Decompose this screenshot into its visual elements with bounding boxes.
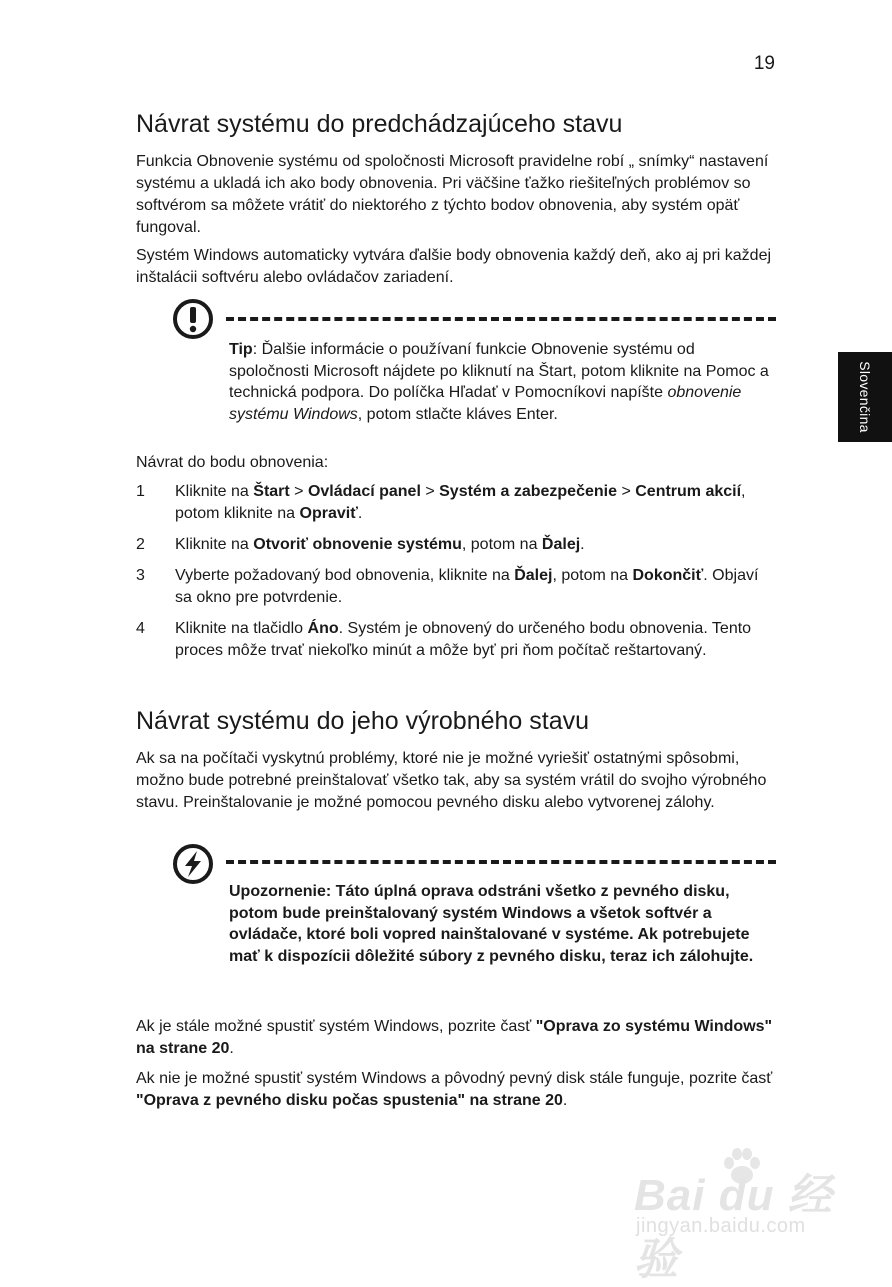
step-ui-term: Štart: [253, 483, 290, 500]
language-tab-label: Slovenčina: [857, 361, 873, 433]
step-ui-term: Systém a zabezpečenie: [439, 483, 617, 500]
list-item: [136, 481, 776, 525]
list-item: [136, 618, 776, 662]
step-text: , potom kliknite na: [175, 483, 746, 522]
step-ui-term: Ovládací panel: [307, 483, 421, 500]
tip-divider: [226, 317, 776, 321]
step-ui-term: Dokončiť: [632, 567, 704, 584]
step-text: >: [289, 483, 308, 500]
step-ui-term: Ďalej: [541, 536, 581, 553]
step-number: 1: [136, 483, 145, 500]
step-text: . Objaví sa okno pre potvrdenie.: [175, 567, 759, 606]
section-title-factory-state: Návrat systému do jeho výrobného stavu: [136, 707, 590, 735]
warning-note: Upozornenie: Táto úplná oprava odstráni všetko z pevného disku, potom bude preinštalovaný systém Windows a všetok softvér a ovládače, ktoré boli vopred nainštalované v systéme. Ak potrebujete mať k dispozícii dôležité súbory z pevného disku, teraz ich zálohujte.: [229, 883, 754, 965]
step-text: >: [617, 483, 636, 500]
important-note-icon: [172, 298, 214, 340]
paragraph-text: Ak nie je možné spustiť systém Windows a pôvodný pevný disk stále funguje, pozrite časť: [136, 1070, 773, 1087]
step-text: . Systém je obnovený do určeného bodu obnovenia. Tento proces môže trvať niekoľko minút a môže byť pri ňom počítač reštartovaný.: [175, 620, 752, 659]
paragraph-automatic-restore-points: Systém Windows automaticky vytvára ďalšie body obnovenia každý deň, ako aj pri každej inštalácii softvéru alebo ovládačov zariadení.: [136, 247, 772, 286]
step-text: Kliknite na tlačidlo: [175, 620, 308, 637]
list-item: [136, 565, 776, 609]
step-text: .: [580, 536, 585, 553]
step-number: 4: [136, 620, 145, 637]
paragraph-text: .: [562, 1092, 568, 1109]
tip-italic-term: obnovenie systému Windows: [229, 384, 742, 423]
paragraph-text: Ak je stále možné spustiť systém Windows, pozrite časť: [136, 1018, 536, 1035]
tip-label: Tip: [229, 341, 253, 358]
step-text: , potom na: [461, 536, 542, 553]
warning-lightning-icon: [172, 843, 214, 885]
page-number: 19: [753, 53, 775, 74]
steps-intro: Návrat do bodu obnovenia:: [136, 454, 329, 471]
list-item: [136, 534, 776, 556]
cross-reference-link[interactable]: "Oprava z pevného disku počas spustenia" na strane 20: [136, 1092, 563, 1109]
step-ui-term: Centrum akcií: [635, 483, 742, 500]
step-ui-term: Ďalej: [514, 567, 553, 584]
restore-steps-list: [136, 481, 776, 662]
section-title-restore-point: Návrat systému do predchádzajúceho stavu: [136, 110, 623, 138]
warning-divider: [226, 860, 776, 864]
tip-note: [229, 339, 769, 425]
step-ui-term: Áno: [307, 620, 339, 637]
step-number: 2: [136, 536, 145, 553]
watermark-logo: Bai du 经验: [634, 1171, 833, 1284]
paragraph-repair-from-windows: [136, 1016, 776, 1060]
tip-text-part1: : Ďalšie informácie o používaní funkcie Obnovenie systému od spoločnosti Microsoft nájdete po kliknutí na Štart, potom kliknite na Pomoc a technická podpora. Do políčka Hľadať v Pomocníkovi napíšte: [229, 341, 769, 401]
step-text: Kliknite na: [175, 536, 254, 553]
tip-text-part2: , potom stlačte kláves Enter.: [357, 405, 558, 423]
baidu-watermark: [632, 1147, 842, 1284]
step-text: , potom na: [552, 567, 633, 584]
step-text: >: [420, 483, 440, 500]
paragraph-system-restore-intro: Funkcia Obnovenie systému od spoločnosti Microsoft pravidelne robí „ snímky“ nastavení systému a ukladá ich ako body obnovenia. Pri väčšine ťažko riešiteľných problémov so softvérom sa môžete vrátiť do niektorého z týchto bodov obnovenia, aby systém opäť fungoval.: [136, 153, 769, 236]
cross-reference-link[interactable]: "Oprava zo systému Windows" na strane 20: [136, 1018, 773, 1057]
watermark-url: jingyan.baidu.com: [636, 1215, 806, 1237]
paragraph-repair-from-disk: [136, 1068, 776, 1112]
step-number: 3: [136, 567, 145, 584]
step-text: .: [357, 505, 363, 522]
paragraph-reinstall-intro: Ak sa na počítači vyskytnú problémy, ktoré nie je možné vyriešiť ostatnými spôsobmi, možno bude potrebné preinštalovať všetko tak, aby sa systém vrátil do svojho výrobného stavu. Preinštalovanie je možné pomocou pevného disku alebo vytvorenej zálohy.: [136, 750, 767, 811]
language-side-tab: [838, 352, 892, 442]
step-ui-term: Opraviť: [299, 505, 358, 522]
step-ui-term: Otvoriť obnovenie systému: [253, 536, 462, 553]
step-text: Vyberte požadovaný bod obnovenia, kliknite na: [175, 567, 515, 584]
paragraph-text: .: [229, 1040, 234, 1057]
step-text: Kliknite na: [175, 483, 254, 500]
